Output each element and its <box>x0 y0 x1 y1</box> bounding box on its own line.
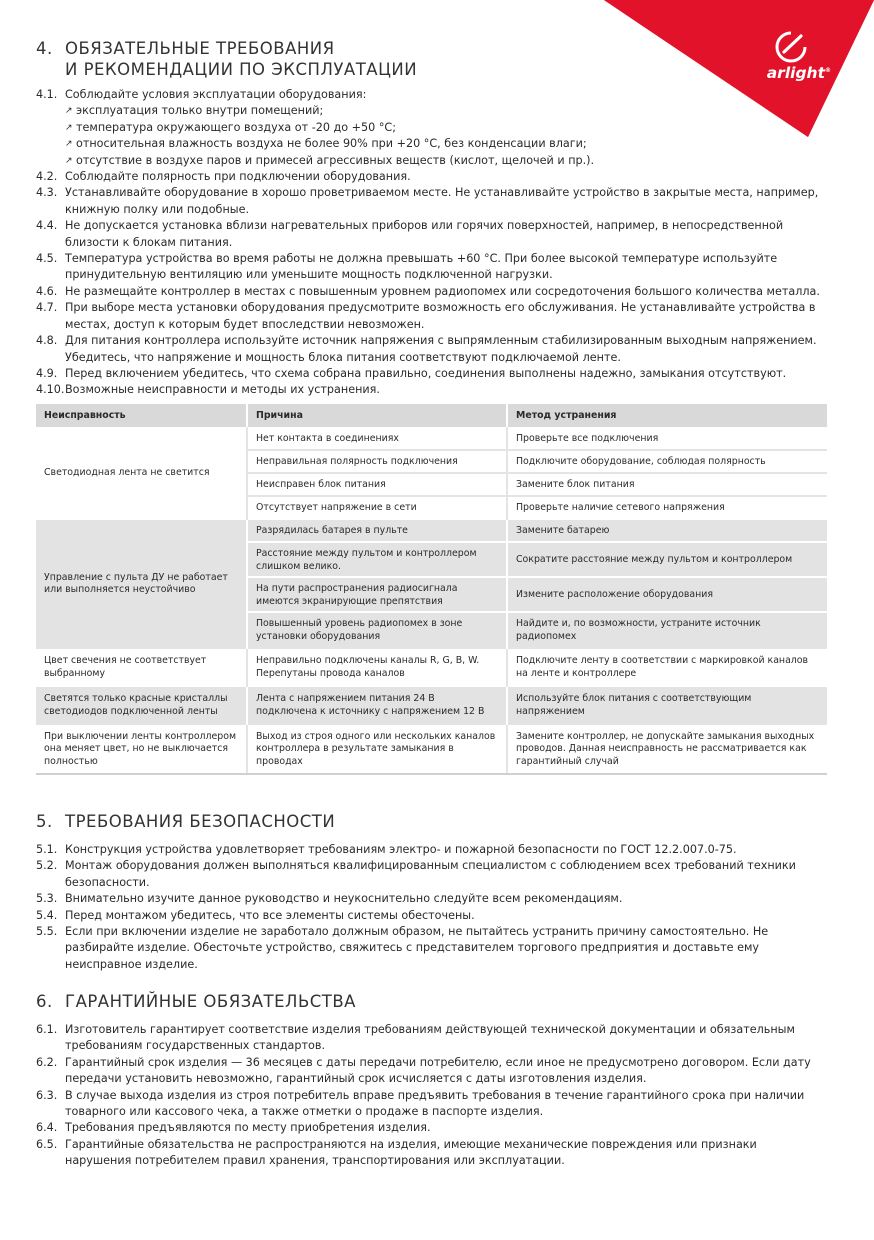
list-item: 4.7. При выборе места установки оборудования предусмотрите возможность его обслуживания. Не устанавливайте устройства в местах, доступ к которым будет впоследствии невозможен. <box>36 301 816 331</box>
list-item: 4.3. Устанавливайте оборудование в хорошо проветриваемом месте. Не устанавливайте устройство в закрытые места, например, книжную полку или подобные. <box>36 186 819 216</box>
list-item: 6.5. Гарантийные обязательства не распространяются на изделия, имеющие механические повреждения или признаки нарушения потребителем правил хранения, транспортирования или эксплуатации. <box>36 1137 757 1168</box>
column-header: Причина <box>247 404 507 427</box>
table-cell: Подключите оборудование, соблюдая полярность <box>507 450 827 473</box>
list-item: 4.2. Соблюдайте полярность при подключении оборудования. <box>36 170 411 184</box>
table-cell: Разрядилась батарея в пульте <box>247 519 507 542</box>
table-cell: Отсутствует напряжение в сети <box>247 496 507 519</box>
table-cell: Используйте блок питания с соответствующим напряжением <box>507 686 827 724</box>
table-cell: Управление с пульта ДУ не работает или выполняется неустойчиво <box>36 519 247 648</box>
table-row <box>36 648 827 686</box>
table-cell: Сократите расстояние между пультом и контроллером <box>507 542 827 577</box>
table-cell: Измените расположение оборудования <box>507 577 827 612</box>
bullet-item: ↗ температура окружающего воздуха от -20 до +50 °С; <box>36 120 824 136</box>
logo-swoosh-icon <box>774 30 808 64</box>
arrow-bullet-icon: ↗ <box>65 155 73 166</box>
troubleshooting-table <box>36 404 827 775</box>
list-item: 5.2. Монтаж оборудования должен выполняться квалифицированным специалистом с соблюдением всех требований техники безопасности. <box>36 859 796 889</box>
bullet-item: ↗ отсутствие в воздухе паров и примесей агрессивных веществ (кислот, щелочей и пр.). <box>36 153 824 169</box>
list-item: 4.1. Соблюдайте условия эксплуатации оборудования: <box>36 88 367 101</box>
table-header-row <box>36 404 827 427</box>
section-6-heading: 6. ГАРАНТИЙНЫЕ ОБЯЗАТЕЛЬСТВА <box>36 992 356 1011</box>
bullet-item: ↗ относительная влажность воздуха не более 90% при +20 °С, без конденсации влаги; <box>36 136 824 152</box>
table-row <box>36 724 827 774</box>
table-cell: Расстояние между пультом и контроллером слишком велико. <box>247 542 507 577</box>
list-item: 5.4. Перед монтажом убедитесь, что все элементы системы обесточены. <box>36 908 475 922</box>
table-cell: Замените контроллер, не допускайте замыкания выходных проводов. Данная неисправность не рассматривается как гарантийный случай <box>507 724 827 774</box>
section-4-heading: 4. ОБЯЗАТЕЛЬНЫЕ ТРЕБОВАНИЯ И РЕКОМЕНДАЦИИ ПО ЭКСПЛУАТАЦИИ <box>36 39 418 79</box>
list-item: 4.10. Возможные неисправности и методы их устранения. <box>36 383 380 397</box>
section-5-heading: 5. ТРЕБОВАНИЯ БЕЗОПАСНОСТИ <box>36 812 336 831</box>
list-item: 4.8. Для питания контроллера используйте источник напряжения с выпрямленным стабилизированным выходным напряжением. Убедитесь, что напряжение и мощность блока питания соответствуют подключаемой ленте. <box>36 334 817 364</box>
table-cell: Светятся только красные кристаллы светодиодов подключенной ленты <box>36 686 247 724</box>
table-cell: Неправильная полярность подключения <box>247 450 507 473</box>
table-row <box>36 427 827 450</box>
logo: arlight® <box>766 64 831 82</box>
table-cell: При выключении ленты контроллером она меняет цвет, но не выключается полностью <box>36 724 247 774</box>
list-item: 4.9. Перед включением убедитесь, что схема собрана правильно, соединения выполнены надежно, замыкания отсутствуют. <box>36 366 787 380</box>
table-cell: Выход из строя одного или нескольких каналов контроллера в результате замыкания в проводах <box>247 724 507 774</box>
list-item: 5.3. Внимательно изучите данное руководство и неукоснительно следуйте всем рекомендациям. <box>36 892 623 906</box>
section-5-list <box>36 842 824 973</box>
list-item: 5.1. Конструкция устройства удовлетворяет требованиям электро- и пожарной безопасности по ГОСТ 12.2.007.0-75. <box>36 843 737 856</box>
table-cell: Неисправен блок питания <box>247 473 507 496</box>
table-row <box>36 519 827 542</box>
table-cell: Подключите ленту в соответствии с маркировкой каналов на ленте и контроллере <box>507 648 827 686</box>
list-item: 4.5. Температура устройства во время работы не должна превышать +60 °С. При более высокой температуре используйте принудительную вентиляцию или уменьшите мощность подключенной нагрузки. <box>36 252 778 282</box>
list-item: 4.4. Не допускается установка вблизи нагревательных приборов или горячих поверхностей, например, в непосредственной близости к блокам питания. <box>36 219 784 249</box>
list-item: 6.2. Гарантийный срок изделия — 36 месяцев с даты передачи потребителю, если иное не предусмотрено договором. Если дату передачи установить невозможно, гарантийный срок исчисляется с даты изготовления изделия. <box>36 1055 811 1086</box>
section-6-list <box>36 1022 824 1170</box>
table-cell: Неправильно подключены каналы R, G, B, W. Перепутаны провода каналов <box>247 648 507 686</box>
list-item: 6.1. Изготовитель гарантирует соответствие изделия требованиям действующей технической документации и обязательным требованиям государственных стандартов. <box>36 1023 795 1053</box>
table-cell: На пути распространения радиосигнала имеются экранирующие препятствия <box>247 577 507 612</box>
table-cell: Нет контакта в соединениях <box>247 427 507 450</box>
list-item: 6.4. Требования предъявляются по месту приобретения изделия. <box>36 1121 431 1135</box>
bullet-item: ↗ эксплуатация только внутри помещений; <box>36 103 824 119</box>
arrow-bullet-icon: ↗ <box>65 139 73 150</box>
table-cell: Светодиодная лента не светится <box>44 467 210 479</box>
list-item: 6.3. В случае выхода изделия из строя потребитель вправе предъявить требования в течение гарантийного срока при наличии товарного или кассового чека, а также отметки о продаже в паспорте изделия. <box>36 1088 805 1119</box>
column-header: Неисправность <box>36 404 247 427</box>
table-cell: Замените блок питания <box>507 473 827 496</box>
table-cell: Проверьте наличие сетевого напряжения <box>507 496 827 519</box>
table-row <box>36 686 827 724</box>
table-cell: Цвет свечения не соответствует выбранному <box>36 648 247 686</box>
arrow-bullet-icon: ↗ <box>65 106 73 117</box>
table-cell: Замените батарею <box>507 519 827 542</box>
list-item: 5.5. Если при включении изделие не заработало должным образом, не пытайтесь устранить причину самостоятельно. Не разбирайте изделие. Обесточьте устройство, свяжитесь с представителем торгового предприятия и доставьте ему неисправное изделие. <box>36 925 769 971</box>
list-item: 4.6. Не размещайте контроллер в местах с повышенным уровнем радиопомех или сосредоточения большого количества металла. <box>36 284 820 298</box>
column-header: Метод устранения <box>507 404 827 427</box>
table-cell: Лента с напряжением питания 24 В подключена к источнику с напряжением 12 В <box>247 686 507 724</box>
table-cell: Повышенный уровень радиопомех в зоне установки оборудования <box>247 612 507 647</box>
table-cell: Найдите и, по возможности, устраните источник радиопомех <box>507 612 827 647</box>
section-4-list <box>36 87 824 399</box>
table-cell: Проверьте все подключения <box>507 427 827 450</box>
arrow-bullet-icon: ↗ <box>65 122 73 133</box>
